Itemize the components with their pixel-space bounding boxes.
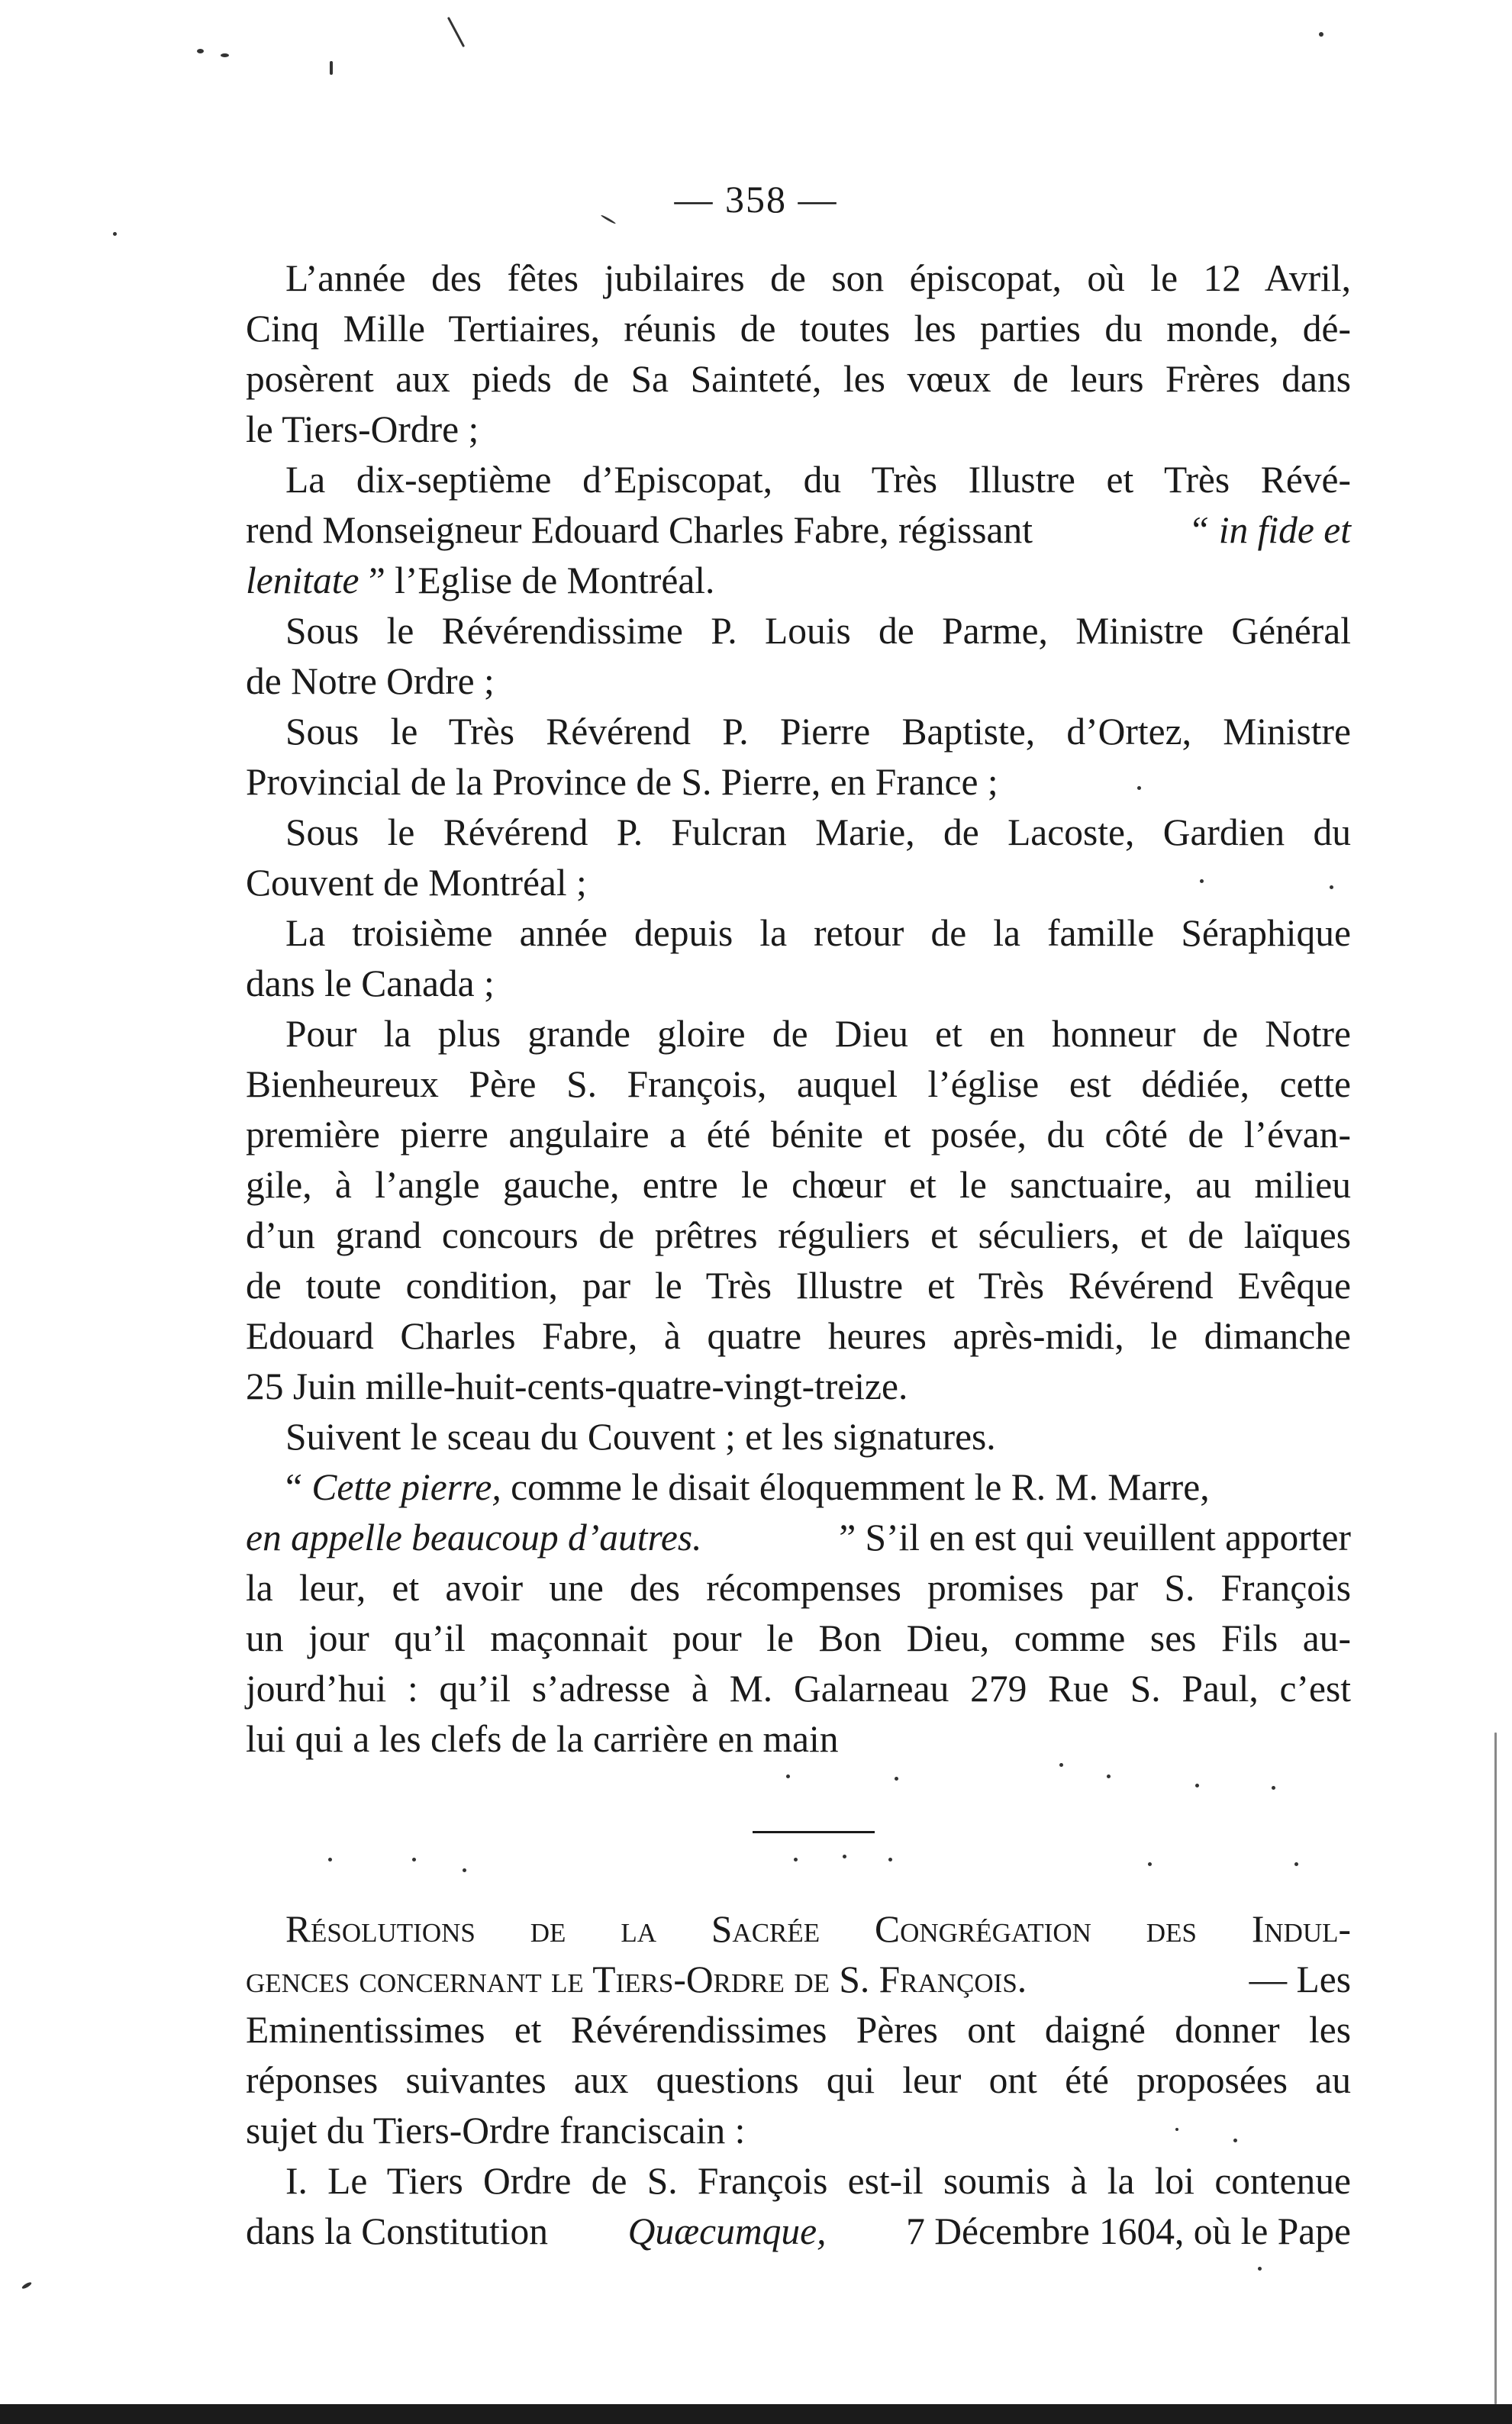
scan-speck (1148, 1862, 1152, 1866)
scan-speck (1175, 2128, 1178, 2131)
text-line: Sous le Très Révérend P. Pierre Baptiste, d’Ortez, Ministre (285, 711, 1351, 753)
scan-speck (1233, 2139, 1237, 2142)
text-line: Suivent le sceau du Couvent ; et les signatures. (285, 1416, 996, 1458)
text-line: jourd’hui : qu’il s’adresse à M. Galarneau 279 Rue S. Paul, c’est (246, 1668, 1351, 1710)
text-line: Sous le Révérend P. Fulcran Marie, de Lacoste, Gardien du (285, 811, 1351, 853)
text-line: L’année des fêtes jubilaires de son épiscopat, où le 12 Avril, (285, 257, 1351, 299)
text-line: dans le Canada ; (246, 962, 495, 1004)
text-span: dans la Constitution (246, 2210, 548, 2252)
text-line: I. Le Tiers Ordre de S. François est-il soumis à la loi contenue (285, 2160, 1351, 2202)
text-line: 25 Juin mille-huit-cents-quatre-vingt-treize. (246, 1365, 908, 1407)
scan-speck (1330, 885, 1333, 889)
section-heading: Résolutions de la Sacrée Congrégation des Indul- (285, 1908, 1351, 1950)
text-span: rend Monseigneur Edouard Charles Fabre, régissant (246, 509, 1033, 551)
text-line (246, 556, 1351, 606)
scan-speck (1195, 1784, 1199, 1787)
text-line: Edouard Charles Fabre, à quatre heures après-midi, le dimanche (246, 1315, 1351, 1357)
text-line: première pierre angulaire a été bénite et posée, du côté de l’évan- (246, 1114, 1351, 1156)
text-line: Provincial de la Province de S. Pierre, en France ; (246, 761, 998, 803)
text-line: Eminentissimes et Révérendissimes Pères ont daigné donner les (246, 2009, 1351, 2051)
text-line: Sous le Révérendissime P. Louis de Parme, Ministre Général (285, 610, 1351, 652)
text-line (246, 1462, 1351, 1513)
text-line: réponses suivantes aux questions qui leur ont été proposées au (246, 2059, 1351, 2101)
text-span: 7 Décembre 1604, où le Pape (906, 2210, 1351, 2252)
second-section (246, 1904, 1351, 2257)
scan-speck (1200, 879, 1204, 883)
italic-quote: Cette pierre, (311, 1466, 501, 1508)
italic-quote: Quæcumque, (627, 2210, 827, 2252)
scan-speck (1059, 1763, 1063, 1767)
page-number: — 358 — (674, 178, 838, 221)
text-line: posèrent aux pieds de Sa Sainteté, les vœux de leurs Frères dans (246, 358, 1351, 400)
scan-speck (221, 53, 229, 57)
text-line (246, 2206, 1351, 2257)
text-line: de Notre Ordre ; (246, 660, 495, 702)
text-line: Cinq Mille Tertiaires, réunis de toutes les parties du monde, dé- (246, 308, 1351, 350)
text-line: gile, à l’angle gauche, entre le chœur et le sanctuaire, au milieu (246, 1164, 1351, 1206)
text-line: La dix-septième d’Episcopat, du Très Illustre et Très Révé- (285, 459, 1351, 501)
scan-speck (1107, 1774, 1111, 1778)
text-line: d’un grand concours de prêtres réguliers et séculiers, et de laïques (246, 1214, 1351, 1256)
text-span: ” l’Eglise de Montréal. (359, 559, 715, 601)
scan-speck (463, 1868, 466, 1872)
scan-speck (1319, 32, 1323, 37)
scan-speck (843, 1855, 846, 1858)
scan-speck (1272, 1786, 1275, 1790)
text-line: lui qui a les clefs de la carrière en main (246, 1718, 839, 1760)
scan-speck (113, 232, 117, 236)
text-line (246, 1513, 1351, 1563)
text-line: Pour la plus grande gloire de Dieu et en honneur de Notre (285, 1013, 1351, 1055)
scan-speck (330, 61, 333, 75)
scan-speck (1258, 2267, 1262, 2271)
scan-speck (328, 1858, 332, 1862)
scan-border (0, 2404, 1512, 2424)
italic-quote: “ in fide et (1188, 509, 1351, 551)
section-heading: gences concernant le Tiers-Ordre de S. François. (246, 1958, 1027, 2000)
scan-speck (1294, 1862, 1298, 1866)
scan-speck (786, 1774, 790, 1778)
scan-speck (1494, 1733, 1497, 2404)
scan-speck (21, 2281, 33, 2290)
text-line (246, 505, 1351, 556)
scan-speck (197, 49, 204, 53)
text-line: La troisième année depuis la retour de la famille Séraphique (285, 912, 1351, 954)
italic-quote: lenitate (246, 559, 359, 601)
text-span: comme le disait éloquemment le R. M. Marre, (501, 1466, 1210, 1508)
scan-speck (895, 1777, 898, 1781)
scan-speck (888, 1858, 892, 1862)
text-span: — Les (1249, 1958, 1351, 2000)
scan-speck (1137, 786, 1141, 790)
scan-speck (794, 1858, 798, 1862)
section-divider (753, 1831, 875, 1833)
first-section (246, 253, 1351, 1765)
scan-speck (447, 17, 465, 47)
text-line: un jour qu’il maçonnait pour le Bon Dieu, comme ses Fils au- (246, 1617, 1351, 1659)
text-line (246, 1955, 1351, 2005)
text-span: “ (285, 1466, 312, 1508)
text-line: sujet du Tiers-Ordre franciscain : (246, 2110, 746, 2152)
text-line: la leur, et avoir une des récompenses promises par S. François (246, 1567, 1351, 1609)
text-span: ” S’il en est qui veuillent apporter (839, 1517, 1351, 1559)
text-line: Couvent de Montréal ; (246, 862, 587, 904)
scan-speck (412, 1858, 416, 1862)
text-line: le Tiers-Ordre ; (246, 408, 479, 450)
text-line: de toute condition, par le Très Illustre et Très Révérend Evêque (246, 1265, 1351, 1307)
text-line: Bienheureux Père S. François, auquel l’église est dédiée, cette (246, 1063, 1351, 1105)
italic-quote: en appelle beaucoup d’autres. (246, 1517, 702, 1559)
